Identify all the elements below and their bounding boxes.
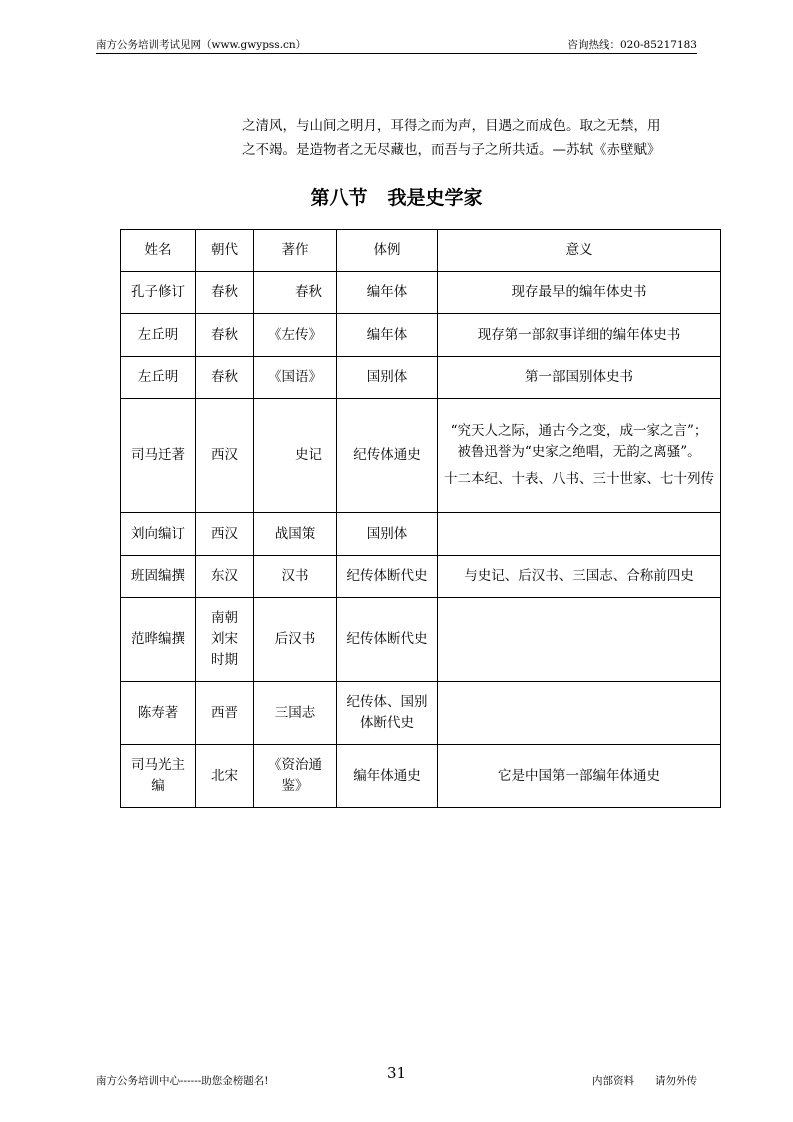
- header-site-name: 南方公务培训考试见网（www.gwypss.cn）: [96, 39, 307, 51]
- cell-dynasty: 春秋: [196, 314, 254, 357]
- cell-dynasty: 西汉: [196, 399, 254, 513]
- cell-style: 国别体: [337, 513, 438, 556]
- cell-name: 左丘明: [121, 357, 196, 399]
- table-row: [121, 272, 721, 314]
- intro-line-2: 之不竭。是造物者之无尽藏也，而吾与子之所共适。—苏轼《赤壁赋》: [242, 142, 661, 158]
- cell-work: 战国策: [254, 513, 337, 556]
- cell-name: 范晔编撰: [121, 598, 196, 682]
- intro-paragraph: [242, 114, 682, 162]
- header-name: 姓名: [121, 230, 196, 272]
- cell-significance: 现存最早的编年体史书: [438, 272, 721, 314]
- cell-work: 汉书: [254, 556, 337, 598]
- table-row: [121, 357, 721, 399]
- cell-significance: 与史记、后汉书、三国志、合称前四史: [438, 556, 721, 598]
- cell-significance: 它是中国第一部编年体通史: [438, 745, 721, 808]
- table-row: [121, 556, 721, 598]
- header-hotline: 咨询热线：020-85217183: [567, 39, 697, 51]
- table-row: [121, 314, 721, 357]
- page-header: [96, 31, 697, 54]
- cell-name: 左丘明: [121, 314, 196, 357]
- page-number: 31: [386, 1064, 407, 1082]
- cell-significance: 现存第一部叙事详细的编年体史书: [438, 314, 721, 357]
- cell-dynasty: 春秋: [196, 272, 254, 314]
- cell-dynasty: 北宋: [196, 745, 254, 808]
- section-title: [0, 183, 793, 210]
- cell-name: 司马光主编: [121, 745, 196, 808]
- cell-name: 刘向编订: [121, 513, 196, 556]
- header-style: 体例: [337, 230, 438, 272]
- footer-slogan: 南方公务培训中心------助您金榜题名!: [96, 1075, 269, 1087]
- cell-style: 纪传体断代史: [337, 598, 438, 682]
- cell-significance: [438, 682, 721, 745]
- cell-significance: [438, 513, 721, 556]
- table-header-row: [121, 230, 721, 272]
- cell-style: 编年体: [337, 314, 438, 357]
- table-row: [121, 745, 721, 808]
- header-significance: 意义: [438, 230, 721, 272]
- cell-dynasty: 西晋: [196, 682, 254, 745]
- table-row: [121, 598, 721, 682]
- footer-notice: 内部资料 请勿外传: [592, 1075, 697, 1087]
- cell-style: 纪传体通史: [337, 399, 438, 513]
- cell-style: 编年体通史: [337, 745, 438, 808]
- significance-quote: “究天人之际，通古今之变，成一家之言”；被鲁迅誉为“史家之绝唱，无韵之离骚”。: [450, 423, 708, 460]
- intro-line-1: 之清风，与山间之明月，耳得之而为声，目遇之而成色。取之无禁，用: [242, 118, 661, 134]
- cell-significance: [438, 399, 721, 513]
- cell-significance: [438, 598, 721, 682]
- header-dynasty: 朝代: [196, 230, 254, 272]
- header-work: 著作: [254, 230, 337, 272]
- cell-style: 纪传体、国别体断代史: [337, 682, 438, 745]
- section-number: 第八节: [310, 187, 368, 209]
- cell-name: 陈寿著: [121, 682, 196, 745]
- cell-style: 国别体: [337, 357, 438, 399]
- cell-dynasty: 南朝刘宋时期: [196, 598, 254, 682]
- cell-dynasty: 西汉: [196, 513, 254, 556]
- cell-work: 春秋: [254, 272, 337, 314]
- cell-style: 编年体: [337, 272, 438, 314]
- cell-dynasty: 东汉: [196, 556, 254, 598]
- cell-dynasty: 春秋: [196, 357, 254, 399]
- section-name: 我是史学家: [387, 187, 483, 209]
- cell-work: 三国志: [254, 682, 337, 745]
- cell-name: 班固编撰: [121, 556, 196, 598]
- cell-work: 《左传》: [254, 314, 337, 357]
- cell-style: 纪传体断代史: [337, 556, 438, 598]
- table-row: [121, 513, 721, 556]
- cell-work: 后汉书: [254, 598, 337, 682]
- cell-work: 史记: [254, 399, 337, 513]
- table-row: [121, 682, 721, 745]
- historians-table: [120, 229, 721, 808]
- cell-work: 《资治通鉴》: [254, 745, 337, 808]
- cell-name: 司马迁著: [121, 399, 196, 513]
- cell-name: 孔子修订: [121, 272, 196, 314]
- cell-significance: 第一部国别体史书: [438, 357, 721, 399]
- significance-structure: 十二本纪、十表、八书、三十世家、七十列传: [444, 471, 714, 487]
- table-row: [121, 399, 721, 513]
- cell-work: 《国语》: [254, 357, 337, 399]
